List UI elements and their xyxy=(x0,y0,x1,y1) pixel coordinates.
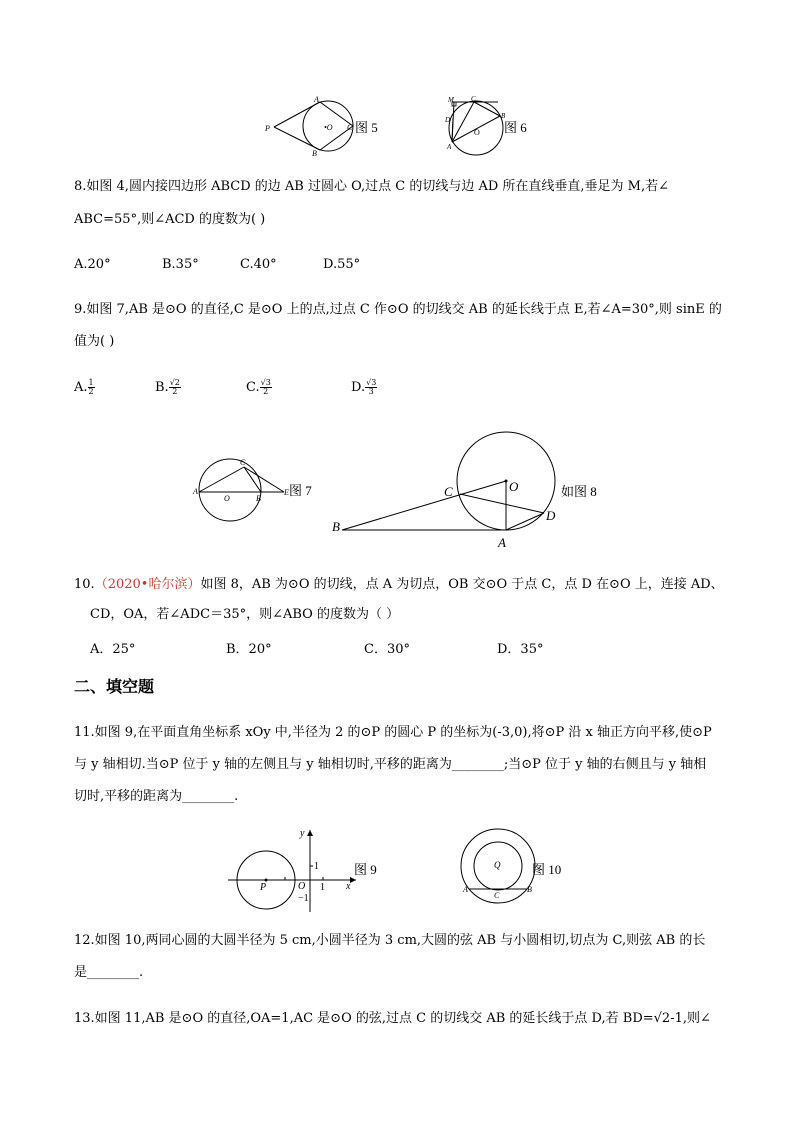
q9-option-b[interactable] xyxy=(155,379,181,396)
figure-5 xyxy=(262,94,392,158)
q9-option-b-num: √2 xyxy=(169,378,180,387)
figure-9 xyxy=(228,824,388,912)
fig9-label: 图 9 xyxy=(354,862,377,877)
fig10-point-q: Q xyxy=(494,860,501,870)
fig8-point-o: O xyxy=(509,479,519,494)
fig9-tick-x1: 1 xyxy=(320,882,325,893)
fig5-label: 图 5 xyxy=(355,120,378,135)
q9-option-d-num: √3 xyxy=(366,378,377,387)
fig7-point-e: E xyxy=(284,488,289,497)
fig8-point-a: A xyxy=(498,535,506,550)
fig5-point-b: B xyxy=(312,149,317,158)
fig6-point-a: A xyxy=(447,143,452,151)
q10-line1-text: 如图 8，AB 为⊙O 的切线，点 A 为切点，OB 交⊙O 于点 C，点 D 在⊙O 上，连接 AD、 xyxy=(200,577,724,592)
fig7-point-o: O xyxy=(224,494,230,503)
fig9-origin: O xyxy=(298,881,306,892)
q9-option-c-num: √3 xyxy=(260,378,271,387)
q9-line1: 9.如图 7,AB 是⊙O 的直径,C 是⊙O 上的点,过点 C 作⊙O 的切线交 AB 的延长线于点 E,若∠A=30°,则 sinE 的 xyxy=(74,302,722,317)
q8-option-c[interactable]: C.40° xyxy=(240,257,277,272)
fig5-point-a: A xyxy=(314,95,319,104)
fig8-point-b: B xyxy=(332,519,340,534)
figure-6 xyxy=(442,94,542,160)
fig10-point-b: B xyxy=(527,885,532,894)
q8-option-b[interactable]: B.35° xyxy=(162,257,199,272)
fig9-tick-y1: 1 xyxy=(314,861,319,872)
q10-line2: CD，OA，若∠ADC＝35°，则∠ABO 的度数为（ ） xyxy=(90,607,400,622)
fig7-point-c: C xyxy=(240,458,246,467)
fig8-point-c: C xyxy=(444,484,453,499)
q9-option-d[interactable] xyxy=(351,379,377,396)
q8-option-d[interactable]: D.55° xyxy=(323,257,361,272)
q10-source: （2020•哈尔滨） xyxy=(94,577,201,592)
fig6-point-b: B xyxy=(501,112,506,120)
q9-option-d-letter: D. xyxy=(351,380,366,395)
q9-line2: 值为( ) xyxy=(74,334,115,349)
fig9-axis-x: x xyxy=(346,881,351,892)
fig6-point-c: C xyxy=(471,95,476,103)
q13-line1: 13.如图 11,AB 是⊙O 的直径,OA=1,AC 是⊙O 的弦,过点 C 的切线交 AB 的延长线于点 D,若 BD=√2-1,则∠ xyxy=(74,1011,711,1026)
figure-7 xyxy=(192,455,322,525)
figure-8 xyxy=(328,430,618,552)
q9-option-c-den: 2 xyxy=(263,387,269,396)
section-heading-fill-in: 二、填空题 xyxy=(74,677,155,696)
fig9-axis-y: y xyxy=(300,828,305,839)
q10-option-a[interactable]: A．25° xyxy=(90,642,136,657)
figure-10 xyxy=(460,826,570,906)
fig6-point-o: O xyxy=(474,128,480,137)
q9-option-d-den: 3 xyxy=(368,387,374,396)
fig9-tick-neg1: −1 xyxy=(298,893,309,904)
q11-line1: 11.如图 9,在平面直角坐标系 xOy 中,半径为 2 的⊙P 的圆心 P 的坐标为(-3,0),将⊙P 沿 x 轴正方向平移,使⊙P xyxy=(74,725,712,740)
fig10-point-c: C xyxy=(494,891,500,900)
q10-option-b[interactable]: B．20° xyxy=(226,642,272,657)
q12-line1: 12.如图 10,两同心圆的大圆半径为 5 cm,小圆半径为 3 cm,大圆的弦 AB 与小圆相切,切点为 C,则弦 AB 的长 xyxy=(74,933,706,948)
fig9-point-p: P xyxy=(260,882,267,893)
q8-line2: ABC=55°,则∠ACD 的度数为( ) xyxy=(74,212,266,227)
q9-option-c[interactable] xyxy=(246,379,272,396)
q12-line2: 是________. xyxy=(74,965,144,980)
q8-line1: 8.如图 4,圆内接四边形 ABCD 的边 AB 过圆心 O,过点 C 的切线与边 AD 所在直线垂直,垂足为 M,若∠ xyxy=(74,179,670,194)
q10-option-d[interactable]: D．35° xyxy=(497,642,544,657)
q9-option-b-den: 2 xyxy=(172,387,178,396)
q9-option-a-letter: A. xyxy=(74,380,88,395)
fig7-point-a: A xyxy=(193,487,198,496)
q9-option-a[interactable] xyxy=(74,379,95,396)
q10-option-c[interactable]: C．30° xyxy=(364,642,410,657)
fig10-label: 图 10 xyxy=(532,862,562,877)
q9-option-a-den: 2 xyxy=(88,387,94,396)
fig6-point-d: D xyxy=(445,116,451,124)
q9-option-c-letter: C. xyxy=(246,380,260,395)
fig6-label: 图 6 xyxy=(504,120,527,135)
q10-prefix: 10. xyxy=(74,577,95,592)
fig7-label: 图 7 xyxy=(289,483,312,498)
fig6-point-m: M xyxy=(448,96,454,104)
fig7-point-b: B xyxy=(256,494,261,503)
q11-line2: 与 y 轴相切.当⊙P 位于 y 轴的左侧且与 y 轴相切时,平移的距离为________;当⊙P 位于 y 轴的右侧且与 y 轴相 xyxy=(74,757,707,772)
fig5-point-c: C xyxy=(347,123,353,132)
q9-option-b-letter: B. xyxy=(155,380,169,395)
fig5-point-p: P xyxy=(265,124,270,133)
q10-line1 xyxy=(74,578,724,592)
fig8-point-d: D xyxy=(546,508,556,523)
q11-line3: 切时,平移的距离为________. xyxy=(74,789,239,804)
q9-option-a-num: 1 xyxy=(88,378,94,387)
q8-option-a[interactable]: A.20° xyxy=(74,257,111,272)
fig8-label: 如图 8 xyxy=(561,484,597,499)
fig5-point-o: •O xyxy=(324,123,333,132)
fig10-point-a: A xyxy=(463,885,468,894)
